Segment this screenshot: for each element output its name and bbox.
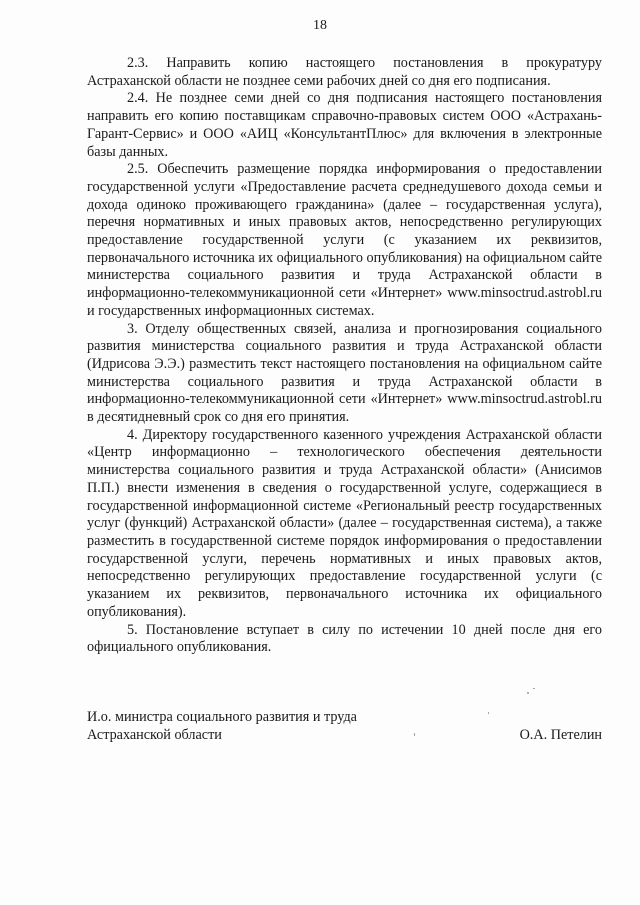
paragraph-2-3: 2.3. Направить копию настоящего постановления в прокуратуру Астраханской области не позднее семи рабочих дней со дня его подписания. (87, 55, 602, 89)
paragraph-2-4: 2.4. Не позднее семи дней со дня подписания настоящего постановления направить его копию поставщикам справочно-правовых систем ООО «Астрахань-Гарант-Сервис» и ООО «АИЦ «КонсультантПлюс» для включения в электронные базы данных. (87, 90, 602, 160)
scan-speck (527, 692, 529, 694)
page-number: 18 (313, 18, 327, 33)
signatory-name: О.А. Петелин (519, 727, 602, 743)
signatory-title-line-2: Астраханской области (87, 727, 222, 743)
paragraph-4: 4. Директору государственного казенного учреждения Астраханской области «Центр информационно – технологического обеспечения деятельности министерства социального развития и труда Астраханской области» (Анисимов П.П.) внести изменения в сведения о государственной услуге, содержащиеся в государственной информационной системе «Региональный реестр государственных услуг (функций) Астраханской области» (далее – государственная система), а также разместить в государственной системе порядок информирования о предоставлении государственной услуги, перечень нормативных и иных правовых актов, непосредственно регулирующих предоставление государственной услуги (с указанием их реквизитов, первоначального источника их официального опубликования). (87, 426, 602, 620)
scan-speck (488, 712, 489, 714)
document-body (87, 55, 602, 657)
paragraph-2-5: 2.5. Обеспечить размещение порядка информирования о предоставлении государственной услуги «Предоставление расчета среднедушевого дохода семьи и дохода одиноко проживающего гражданина» (далее – государственная услуга), перечня нормативных и иных правовых актов, непосредственно регулирующих предоставление государственной услуги (с указанием их реквизитов, первоначального источника их официального опубликования) на официальном сайте министерства социального развития и труда Астраханской области в информационно-телекоммуникационной сети «Интернет» www.minsoctrud.astrobl.ru и государственных информационных системах. (87, 161, 602, 319)
scan-speck (414, 733, 415, 736)
signatory-title-line-1: И.о. министра социального развития и труда (87, 709, 357, 725)
signature-block (87, 708, 602, 744)
scan-speck (533, 688, 535, 689)
signature-row (87, 726, 602, 744)
paragraph-5: 5. Постановление вступает в силу по истечении 10 дней после дня его официального опубликования. (87, 621, 602, 656)
paragraph-3: 3. Отделу общественных связей, анализа и прогнозирования социального развития министерства социального развития и труда Астраханской области (Идрисова Э.Э.) разместить текст настоящего постановления на официальном сайте министерства социального развития и труда Астраханской области в информационно-телекоммуникационной сети «Интернет» www.minsoctrud.astrobl.ru в десятидневный срок со дня его принятия. (87, 320, 602, 426)
